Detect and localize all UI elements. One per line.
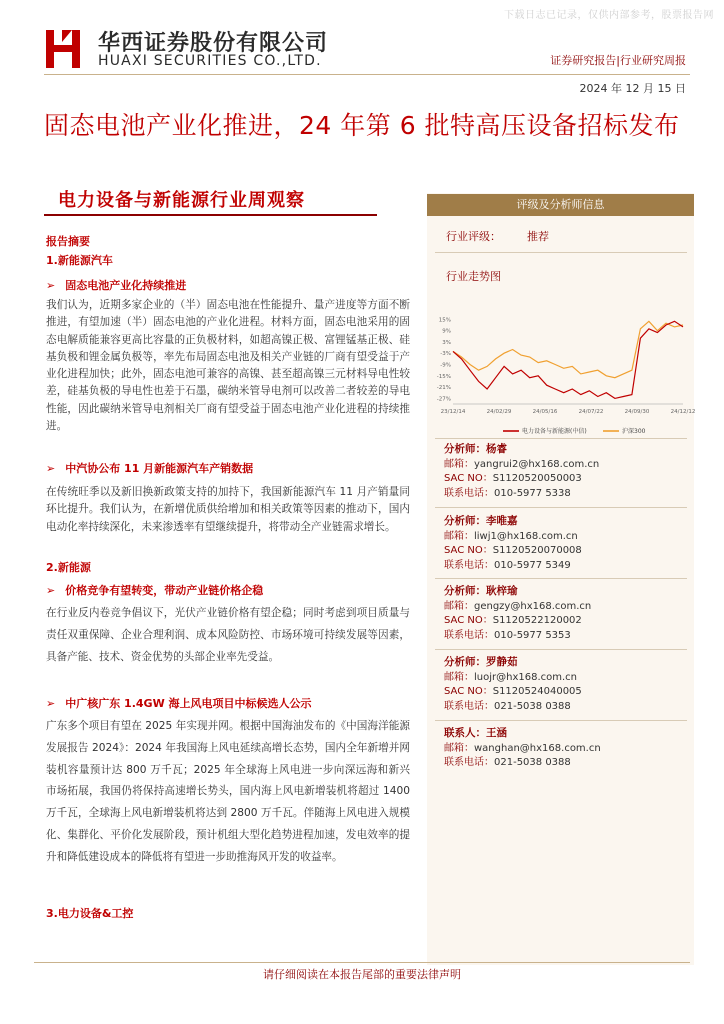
x-tick-label: 24/07/22 bbox=[578, 409, 604, 415]
sidebar-divider bbox=[435, 507, 687, 508]
sidebar-header: 评级及分析师信息 bbox=[427, 194, 694, 216]
x-tick-label: 24/02/29 bbox=[486, 409, 512, 415]
x-tick-label: 23/12/14 bbox=[440, 409, 466, 415]
header-divider bbox=[44, 74, 690, 75]
legend-label: 电力设备与新能源(中信) bbox=[522, 428, 587, 435]
y-tick-label: 3% bbox=[442, 339, 451, 346]
sidebar-divider bbox=[435, 720, 687, 721]
legend-label: 沪深300 bbox=[622, 428, 646, 435]
subtitle-divider bbox=[44, 214, 377, 216]
sidebar-divider bbox=[435, 649, 687, 650]
footer-disclaimer: 请仔细阅读在本报告尾部的重要法律声明 bbox=[263, 968, 461, 981]
trend-chart-title: 行业走势图 bbox=[446, 270, 501, 283]
report-date: 2024 年 12 月 15 日 bbox=[579, 82, 686, 95]
arrow-icon: ➢ bbox=[46, 584, 56, 597]
subsection-heading: ➢ 中广核广东 1.4GW 海上风电项目中标候选人公示 bbox=[46, 697, 312, 710]
watermark: 下载日志已记录，仅供内部参考，股票报告网 bbox=[504, 10, 714, 21]
x-tick-label: 24/05/16 bbox=[532, 409, 558, 415]
paragraph: 广东多个项目有望在 2025 年实现并网。根据中国海油发布的《中国海洋能源发展报告 2024》：2024 年我国海上风电延续高增长态势，国内全年新增并网装机容量预计达 800 万千瓦；2025 年全球海上风电进一步向深远海和新兴市场拓展，我国仍将保持高速增长势头，国内海上风电新增装机将超过 1400 万千瓦，全球海上风电新增装机将达到 2800 万千瓦。伴随海上风电进入规模化、集群化、平价化发展阶段，预计机组大型化趋势进程加速，发电效率的提升和降低建设成本的降低将有望进一步助推海风开发的收益率。 bbox=[46, 720, 410, 863]
sidebar-divider bbox=[435, 438, 687, 439]
sidebar-divider bbox=[435, 252, 687, 253]
subsection-heading: ➢ 固态电池产业化持续推进 bbox=[46, 279, 187, 292]
y-tick-label: 9% bbox=[442, 328, 451, 335]
analyst-card: 分析师：杨睿 邮箱：yangrui2@hx168.com.cn SAC NO：S1120520050003 联系电话：010-5977 5338 bbox=[444, 443, 600, 499]
industry-rating: 行业评级： 推荐 bbox=[446, 230, 549, 243]
y-tick-label: -21% bbox=[436, 385, 451, 392]
section-title: 1.新能源汽车 bbox=[46, 254, 113, 267]
y-tick-label: -3% bbox=[440, 351, 451, 358]
section-title: 3.电力设备&工控 bbox=[46, 907, 134, 920]
subsection-heading: ➢ 中汽协公布 11 月新能源汽车产销数据 bbox=[46, 462, 254, 475]
arrow-icon: ➢ bbox=[46, 697, 56, 710]
analyst-card: 分析师：耿梓瑜 邮箱：gengzy@hx168.com.cn SAC NO：S1120522120002 联系电话：010-5977 5353 bbox=[444, 585, 592, 641]
sidebar-divider bbox=[435, 578, 687, 579]
y-tick-label: -9% bbox=[440, 362, 451, 369]
contact-card: 联系人：王涵 邮箱：wanghan@hx168.com.cn 联系电话：021-5038 0388 bbox=[444, 727, 601, 768]
section-title: 2.新能源 bbox=[46, 561, 91, 574]
trend-chart bbox=[433, 286, 696, 444]
paragraph: 我们认为，近期多家企业的（半）固态电池在性能提升、量产进度等方面不断推进，有望加速（半）固态电池的产业化进程。材料方面，固态电池采用的固态电解质能兼容更高比容量的正负极材料，如超高镍正极、富锂锰基正极、硅基负极和锂金属负极等，率先布局固态电池及相关产业链的厂商有望受益于产业化进程加快；此外，固态电池可兼容的高镍、甚至超高镍三元材料导电性较差，硅基负极的导电性也差于石墨，碳纳米管导电剂可以改善二者较差的导电性能，因此碳纳米管导电剂相关厂商有望受益于固态电池产业化进程的持续推进。 bbox=[46, 299, 410, 433]
subsection-heading: ➢ 价格竞争有望转变，带动产业链价格企稳 bbox=[46, 584, 264, 597]
series-line-0 bbox=[453, 321, 683, 398]
report-subtitle: 电力设备与新能源行业周观察 bbox=[58, 190, 305, 211]
y-tick-label: 15% bbox=[438, 317, 451, 324]
company-name-cn: 华西证券股份有限公司 bbox=[98, 31, 329, 56]
company-logo-icon bbox=[44, 26, 88, 70]
summary-heading: 报告摘要 bbox=[46, 235, 90, 248]
analyst-card: 分析师：罗静茹 邮箱：luojr@hx168.com.cn SAC NO：S1120524040005 联系电话：021-5038 0388 bbox=[444, 656, 582, 712]
x-tick-label: 24/09/30 bbox=[624, 409, 650, 415]
paragraph: 在传统旺季以及新旧换新政策支持的加持下，我国新能源汽车 11 月产销量同环比提升。我们认为，在新增优质供给增加和相关政策等因素的推动下，国内电动化率持续深化，未来渗透率有望继续提升，将带动全产业链需求增长。 bbox=[46, 486, 410, 533]
report-title: 固态电池产业化推进，24 年第 6 批特高压设备招标发布 bbox=[44, 111, 680, 140]
company-name-en: HUAXI SECURITIES CO.,LTD. bbox=[98, 53, 322, 69]
arrow-icon: ➢ bbox=[46, 462, 56, 475]
report-type: 证券研究报告|行业研究周报 bbox=[550, 54, 686, 67]
x-tick-label: 24/12/12 bbox=[670, 409, 696, 415]
footer-divider bbox=[34, 962, 690, 963]
analyst-card: 分析师：李唯嘉 邮箱：liwj1@hx168.com.cn SAC NO：S1120520070008 联系电话：010-5977 5349 bbox=[444, 515, 582, 571]
arrow-icon: ➢ bbox=[46, 279, 56, 292]
y-tick-label: -15% bbox=[436, 373, 451, 380]
paragraph: 在行业反内卷竞争倡议下，光伏产业链价格有望企稳；同时考虑到项目质量与责任双重保障、企业合理利润、成本风险防控、市场环境可持续发展等因素，具备产能、技术、资金优势的头部企业率先受益。 bbox=[46, 607, 410, 663]
y-tick-label: -27% bbox=[436, 396, 451, 403]
